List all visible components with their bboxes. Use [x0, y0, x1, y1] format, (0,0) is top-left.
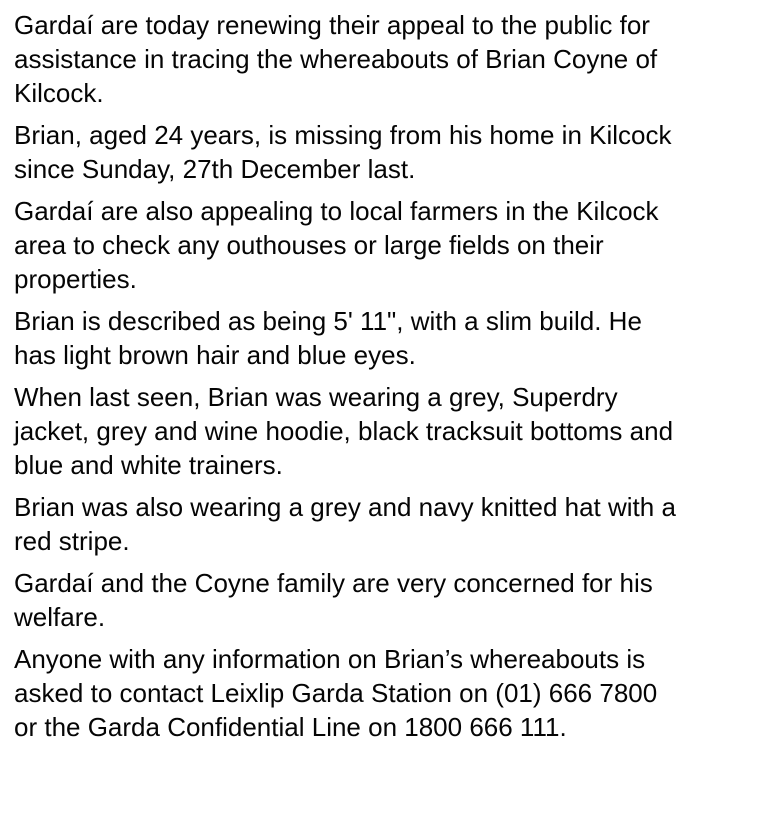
paragraph-clothing: When last seen, Brian was wearing a grey, Superdry jacket, grey and wine hoodie, black tracksuit bottoms and blue and white trainers.	[14, 382, 674, 480]
paragraph-concern: Gardaí and the Coyne family are very concerned for his welfare.	[14, 568, 653, 632]
paragraph-appeal: Gardaí are today renewing their appeal to the public for assistance in tracing the whereabouts of Brian Coyne of Kilcock.	[14, 10, 658, 108]
paragraph-farmers-appeal: Gardaí are also appealing to local farmers in the Kilcock area to check any outhouses or large fields on their properties.	[14, 196, 659, 294]
paragraph-description: Brian is described as being 5' 11", with a slim build. He has light brown hair and blue eyes.	[14, 306, 642, 370]
paragraph-hat: Brian was also wearing a grey and navy knitted hat with a red stripe.	[14, 492, 676, 556]
paragraph-missing-since: Brian, aged 24 years, is missing from his home in Kilcock since Sunday, 27th December last.	[14, 120, 672, 184]
paragraph-contact-info: Anyone with any information on Brian’s whereabouts is asked to contact Leixlip Garda Station on (01) 666 7800 or the Garda Confidential Line on 1800 666 111.	[14, 644, 658, 742]
